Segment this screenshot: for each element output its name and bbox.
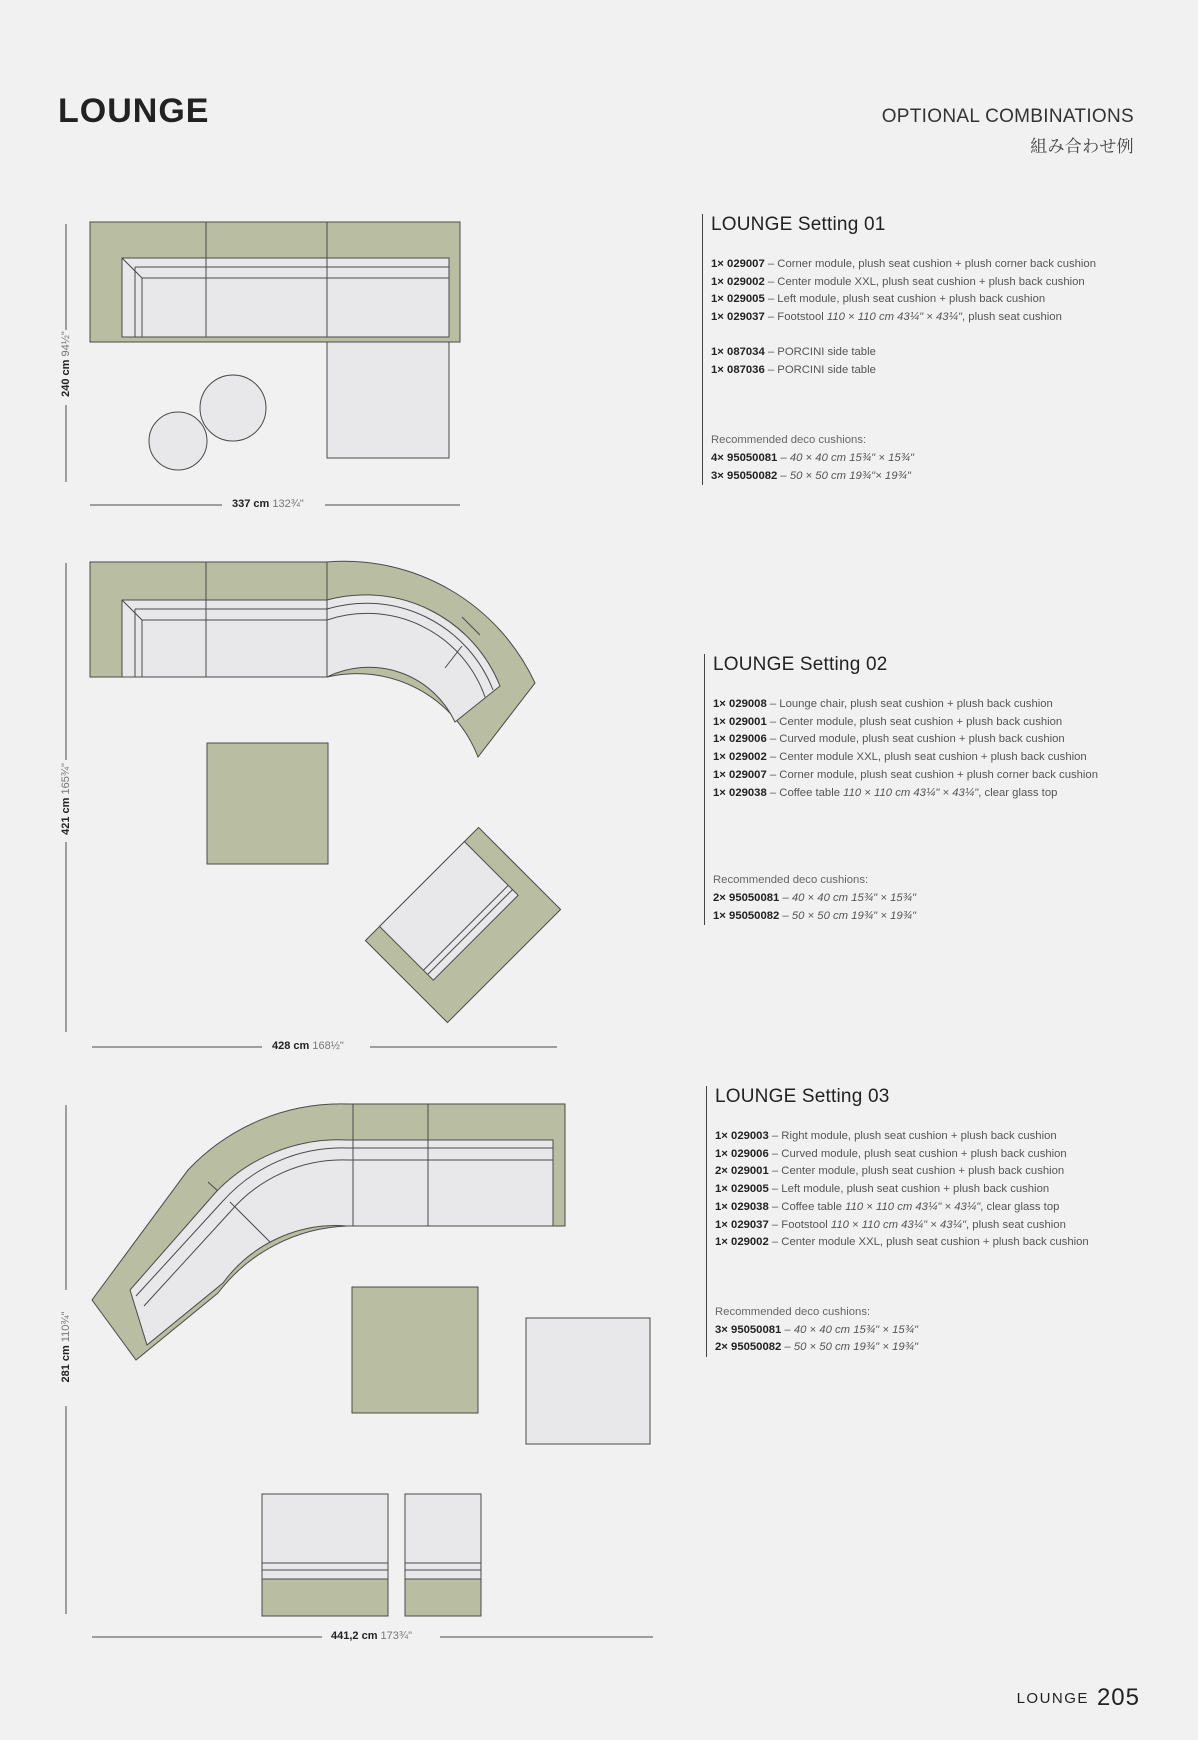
description: – Center module, plush seat cushion + plush back cushion — [768, 1165, 1065, 1178]
quantity: 1× — [713, 715, 726, 728]
footer-section: LOUNGE — [1016, 1690, 1089, 1707]
page-title: LOUNGE — [58, 92, 210, 130]
dimensions: 110 × 110 cm 43¼" × 43¼" — [845, 1200, 981, 1213]
product-line — [715, 1146, 1089, 1164]
quantity: 1× — [715, 1218, 728, 1231]
quantity: 4× — [711, 451, 724, 464]
product-line — [715, 1234, 1089, 1252]
article-code: 029038 — [729, 786, 767, 799]
optional-combinations-japanese: 組み合わせ例 — [1030, 137, 1134, 157]
product-line — [715, 1217, 1089, 1235]
height-in: 165¾" — [60, 763, 72, 795]
quantity: 1× — [715, 1130, 728, 1142]
quantity: 1× — [715, 1200, 728, 1213]
width-in: 173¾" — [380, 1630, 412, 1642]
article-code: 087036 — [727, 363, 765, 376]
product-line — [711, 362, 1096, 380]
quantity: 2× — [713, 891, 726, 904]
product-line — [715, 1339, 1089, 1357]
dimensions: 110 × 110 cm 43¼" × 43¼" — [830, 1218, 967, 1231]
article-code: 029001 — [731, 1165, 769, 1178]
quantity: 1× — [715, 1147, 728, 1160]
dimensions: – 50 × 50 cm 19¾" × 19¾" — [779, 909, 917, 922]
product-line — [713, 908, 1098, 926]
article-code: 029003 — [731, 1130, 769, 1142]
width-cm: 337 cm — [232, 498, 270, 510]
quantity: 1× — [711, 363, 724, 376]
product-line — [711, 256, 1096, 274]
quantity: 1× — [711, 275, 724, 288]
setting-01-height — [60, 328, 72, 400]
description: – Center module XXL, plush seat cushion + plush back cushion — [768, 1236, 1089, 1249]
height-in: 94½" — [60, 331, 72, 357]
product-line — [713, 785, 1098, 803]
article-code: 95050082 — [731, 1341, 782, 1354]
page-number: 205 — [1096, 1684, 1140, 1711]
product-line — [715, 1128, 1089, 1146]
description-tail: , clear glass top — [980, 1200, 1060, 1213]
article-code: 95050082 — [727, 469, 778, 482]
article-code: 029005 — [727, 293, 765, 306]
quantity: 1× — [711, 345, 724, 358]
description: – Center module XXL, plush seat cushion + plush back cushion — [764, 275, 1085, 288]
deco-list — [711, 450, 1096, 485]
extras-list — [711, 344, 1096, 379]
article-code: 95050082 — [729, 909, 780, 922]
article-code: 029037 — [727, 311, 765, 324]
quantity: 1× — [715, 1183, 728, 1196]
width-in: 132¾" — [272, 498, 304, 510]
setting-title: LOUNGE Setting 02 — [713, 654, 888, 675]
setting-03-height — [60, 1309, 72, 1385]
product-line — [713, 767, 1098, 785]
article-code: 029038 — [731, 1200, 769, 1213]
product-line — [715, 1181, 1089, 1199]
product-line — [711, 274, 1096, 292]
description: – Coffee table — [766, 786, 844, 799]
deco-heading: Recommended deco cushions: — [713, 874, 869, 887]
dimensions: 110 × 110 cm 43¼" × 43¼" — [843, 786, 979, 799]
setting-title: LOUNGE Setting 01 — [711, 214, 886, 235]
deco-heading: Recommended deco cushions: — [715, 1305, 871, 1318]
setting-03-plan — [66, 1104, 653, 1637]
article-code: 029006 — [729, 733, 767, 746]
description: – Corner module, plush seat cushion + plush corner back cushion — [766, 768, 1098, 781]
setting-03-block — [706, 1086, 1089, 1357]
quantity: 3× — [711, 469, 724, 482]
quantity: 1× — [713, 786, 726, 799]
product-line — [711, 468, 1096, 486]
optional-combinations-title: OPTIONAL COMBINATIONS — [881, 106, 1134, 127]
product-line — [715, 1199, 1089, 1217]
description: – Curved module, plush seat cushion + plush back cushion — [766, 733, 1065, 746]
article-code: 029002 — [727, 275, 765, 288]
quantity: 1× — [713, 733, 726, 746]
deco-list — [715, 1322, 1089, 1357]
article-code: 087034 — [727, 345, 765, 358]
page-footer — [1017, 1684, 1140, 1712]
description: – Corner module, plush seat cushion + plush corner back cushion — [764, 258, 1096, 270]
quantity: 1× — [713, 768, 726, 781]
setting-02-plan — [66, 561, 561, 1047]
dimensions: – 40 × 40 cm 15¾" × 15¾" — [777, 451, 915, 464]
description-tail: , plush seat cushion — [962, 311, 1062, 324]
product-line — [713, 696, 1098, 714]
article-code: 029002 — [731, 1236, 769, 1249]
product-line — [713, 890, 1098, 908]
description: – Footstool — [768, 1218, 831, 1231]
height-cm: 421 cm — [60, 797, 72, 835]
article-code: 95050081 — [731, 1323, 782, 1336]
width-in: 168½" — [312, 1040, 344, 1052]
description: – Left module, plush seat cushion + plush back cushion — [768, 1183, 1050, 1196]
setting-03-width — [331, 1630, 412, 1642]
dimensions: 110 × 110 cm 43¼" × 43¼" — [826, 311, 963, 324]
quantity: 1× — [711, 311, 724, 324]
dimensions: – 40 × 40 cm 15¾" × 15¾" — [781, 1323, 919, 1336]
article-code: 95050081 — [729, 891, 780, 904]
dimensions: – 50 × 50 cm 19¾" × 19¾" — [781, 1341, 919, 1354]
description: – Center module, plush seat cushion + plush back cushion — [766, 715, 1063, 728]
article-code: 029006 — [731, 1147, 769, 1160]
description: – PORCINI side table — [764, 363, 876, 376]
item-list — [713, 696, 1098, 802]
deco-heading: Recommended deco cushions: — [711, 434, 867, 447]
height-in: 110¾" — [60, 1311, 72, 1343]
description: – Left module, plush seat cushion + plush back cushion — [764, 293, 1046, 306]
dimensions: – 40 × 40 cm 15¾" × 15¾" — [779, 891, 917, 904]
description: – Center module XXL, plush seat cushion + plush back cushion — [766, 751, 1087, 764]
article-code: 029002 — [729, 751, 767, 764]
setting-01-block — [702, 214, 1096, 485]
product-line — [715, 1322, 1089, 1340]
article-code: 029005 — [731, 1183, 769, 1196]
quantity: 1× — [715, 1236, 728, 1249]
quantity: 2× — [715, 1341, 728, 1354]
description: – Lounge chair, plush seat cushion + plush back cushion — [766, 698, 1053, 710]
product-line — [711, 291, 1096, 309]
product-line — [713, 731, 1098, 749]
setting-01-width — [232, 498, 304, 510]
product-line — [715, 1163, 1089, 1181]
article-code: 029007 — [727, 258, 765, 270]
setting-02-width — [272, 1040, 344, 1052]
setting-02-block — [704, 654, 1098, 925]
description-tail: , plush seat cushion — [966, 1218, 1066, 1231]
quantity: 1× — [711, 258, 724, 270]
item-list — [711, 256, 1096, 327]
width-cm: 441,2 cm — [331, 1630, 378, 1642]
quantity: 2× — [715, 1165, 728, 1178]
description: – Footstool — [764, 311, 827, 324]
article-code: 029037 — [731, 1218, 769, 1231]
product-line — [711, 344, 1096, 362]
quantity: 1× — [713, 698, 726, 710]
setting-title: LOUNGE Setting 03 — [715, 1086, 890, 1107]
setting-01-plan — [66, 222, 460, 505]
product-line — [711, 450, 1096, 468]
article-code: 029001 — [729, 715, 767, 728]
width-cm: 428 cm — [272, 1040, 310, 1052]
quantity: 1× — [713, 909, 726, 922]
product-line — [713, 714, 1098, 732]
quantity: 1× — [713, 751, 726, 764]
product-line — [713, 749, 1098, 767]
product-line — [711, 309, 1096, 327]
setting-02-height — [60, 761, 72, 837]
article-code: 029008 — [729, 698, 767, 710]
article-code: 95050081 — [727, 451, 778, 464]
description: – Right module, plush seat cushion + plush back cushion — [768, 1130, 1057, 1142]
item-list — [715, 1128, 1089, 1252]
description: – Curved module, plush seat cushion + plush back cushion — [768, 1147, 1067, 1160]
quantity: 3× — [715, 1323, 728, 1336]
description: – PORCINI side table — [764, 345, 876, 358]
deco-list — [713, 890, 1098, 925]
height-cm: 281 cm — [60, 1345, 72, 1383]
dimensions: – 50 × 50 cm 19¾"× 19¾" — [777, 469, 911, 482]
description: – Coffee table — [768, 1200, 846, 1213]
height-cm: 240 cm — [60, 359, 72, 397]
quantity: 1× — [711, 293, 724, 306]
article-code: 029007 — [729, 768, 767, 781]
description-tail: , clear glass top — [978, 786, 1058, 799]
